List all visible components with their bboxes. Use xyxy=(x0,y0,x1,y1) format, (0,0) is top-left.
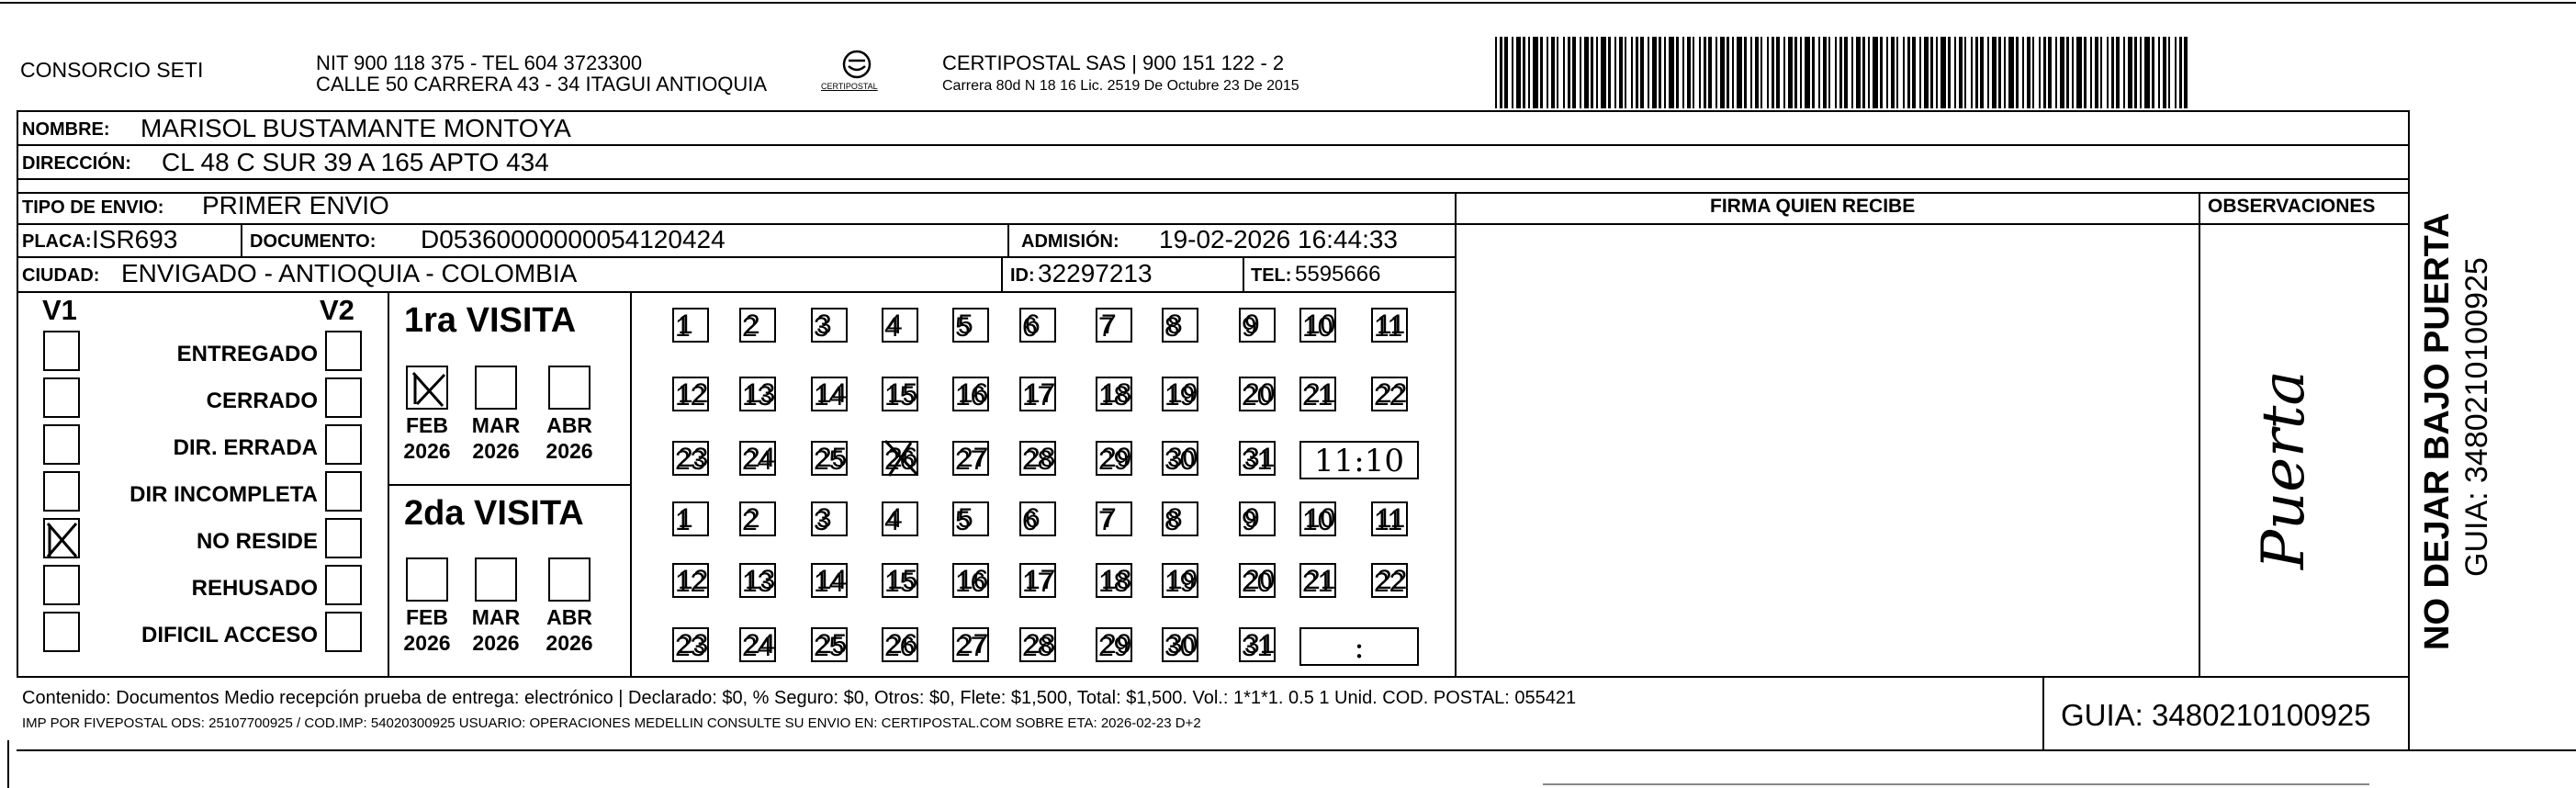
barcode-bar xyxy=(2128,37,2132,108)
barcode-bar xyxy=(1919,37,1921,108)
bottom-left-mark xyxy=(7,740,9,788)
barcode-bar xyxy=(1794,37,1797,108)
day-box[interactable]: 13 xyxy=(739,377,776,411)
barcode-bar xyxy=(2123,37,2125,108)
barcode-bar xyxy=(1930,37,1933,108)
x-mark-icon xyxy=(408,367,450,411)
day-box[interactable]: 29 xyxy=(1096,627,1132,662)
month-checkbox[interactable] xyxy=(406,366,448,410)
barcode-bar xyxy=(1699,37,1701,108)
barcode-bar xyxy=(1903,37,1905,108)
barcode-bar xyxy=(1687,37,1691,108)
v2-checkbox[interactable] xyxy=(325,331,362,371)
barcode-bar xyxy=(1516,37,1521,108)
barcode-bar xyxy=(1669,37,1674,108)
month-name: ABR xyxy=(546,413,592,437)
month-checkbox[interactable] xyxy=(548,366,591,410)
certipostal-logo-text: CERTIPOSTAL xyxy=(821,82,878,91)
month-name: MAR xyxy=(471,413,521,437)
barcode-bar xyxy=(1750,37,1752,108)
v2-checkbox[interactable] xyxy=(325,612,362,652)
month-year: 2026 xyxy=(472,438,520,463)
v1-checkbox[interactable] xyxy=(43,331,80,371)
status-label: REHUSADO xyxy=(191,576,318,601)
barcode-bar xyxy=(1676,37,1679,108)
footer-line-1: Contenido: Documentos Medio recepción prueba de entrega: electrónico | Declarado: $0, % Seguro: $0, Otros: $0, Flete: $1,500, Total: $1,500. Vol.: 1*1*1. 0.5 1 Unid. COD. POSTAL: 055421 xyxy=(22,688,1577,708)
barcode-bar xyxy=(2004,37,2006,108)
barcode-bar xyxy=(1591,37,1593,108)
barcode-bar xyxy=(1856,37,1861,108)
barcode-bar xyxy=(1948,37,1951,108)
barcode-bar xyxy=(2152,37,2154,108)
barcode-bar xyxy=(2022,37,2024,108)
day-box[interactable]: 3 xyxy=(811,501,848,536)
barcode-bar xyxy=(1652,37,1657,108)
barcode-bar xyxy=(1557,37,1558,108)
month-year: 2026 xyxy=(403,630,451,655)
day-box[interactable]: 25 xyxy=(811,441,848,476)
day-box[interactable]: 16 xyxy=(952,563,989,598)
bottom-tear-mark xyxy=(1543,783,2369,785)
barcode-bar xyxy=(2168,37,2170,108)
barcode-bar xyxy=(1924,37,1929,108)
day-box[interactable]: 18 xyxy=(1096,563,1132,598)
barcode-bar xyxy=(1891,37,1895,108)
barcode-bar xyxy=(1971,37,1973,108)
admision-value: 19-02-2026 16:44:33 xyxy=(1159,225,1398,253)
barcode-bar xyxy=(1959,37,1963,108)
barcode-bar xyxy=(2060,37,2064,108)
ciudad-label: CIUDAD: xyxy=(22,265,100,286)
day-box[interactable]: 23 xyxy=(672,627,709,662)
footer-line-2: IMP POR FIVEPOSTAL ODS: 25107700925 / COD.IMP: 54020300925 USUARIO: OPERACIONES MEDELLIN CONSULTE SU ENVIO EN: CERTIPOSTAL.COM SOBRE ETA: 2026-02-23 D+2 xyxy=(22,715,1201,731)
barcode-bar xyxy=(1715,37,1717,108)
day-box[interactable]: 9 xyxy=(1239,308,1276,343)
barcode-bar xyxy=(1608,37,1611,108)
v1-checkbox[interactable] xyxy=(43,424,80,465)
barcode-bar xyxy=(1851,37,1853,108)
day-box[interactable]: 2 xyxy=(739,308,776,343)
barcode-bar xyxy=(1868,37,1870,108)
status-label: DIR INCOMPLETA xyxy=(129,482,318,507)
id-label: ID: xyxy=(1010,265,1035,286)
barcode-bar xyxy=(1547,37,1548,108)
month-checkbox[interactable] xyxy=(548,557,591,602)
day-box[interactable]: 28 xyxy=(1019,441,1056,476)
tipo-envio-label: TIPO DE ENVIO: xyxy=(22,197,164,218)
barcode-bar xyxy=(1896,37,1898,108)
barcode-bar xyxy=(2158,37,2160,108)
barcode-bar xyxy=(1580,37,1581,108)
month-label xyxy=(535,413,603,464)
barcode-bar xyxy=(1767,37,1769,108)
barcode-bar xyxy=(1980,37,1984,108)
barcode-bar xyxy=(1584,37,1589,108)
barcode-bar xyxy=(1975,37,1978,108)
month-checkbox[interactable] xyxy=(475,557,517,602)
barcode-bar xyxy=(2179,37,2182,108)
v1-checkbox[interactable] xyxy=(43,377,80,418)
day-box[interactable]: 2 xyxy=(739,501,776,536)
company-name: CONSORCIO SETI xyxy=(20,58,204,82)
barcode-bar xyxy=(1776,37,1780,108)
day-box[interactable]: 24 xyxy=(739,627,776,662)
barcode-bar xyxy=(1998,37,2001,108)
barcode-bar xyxy=(1596,37,1598,108)
side-guia: GUIA: 3480210100925 xyxy=(2459,257,2494,577)
v2-checkbox[interactable] xyxy=(325,518,362,558)
barcode-bar xyxy=(1640,37,1644,108)
barcode-bar xyxy=(2055,37,2057,108)
day-box[interactable]: 30 xyxy=(1162,627,1198,662)
day-box[interactable]: 10 xyxy=(1299,501,1336,536)
day-box[interactable]: 14 xyxy=(811,563,848,598)
signature-area[interactable] xyxy=(1457,225,2197,674)
barcode-bar xyxy=(1964,37,1966,108)
barcode-bar xyxy=(1880,37,1883,108)
day-box[interactable]: 26 xyxy=(882,441,918,476)
month-name: MAR xyxy=(471,605,521,629)
status-label: ENTREGADO xyxy=(176,342,318,366)
day-box[interactable]: 13 xyxy=(739,563,776,598)
certipostal-logo xyxy=(816,46,898,97)
barcode-graphic xyxy=(1495,37,2193,108)
barcode-bar xyxy=(1862,37,1865,108)
barcode-bar xyxy=(2084,37,2087,108)
day-box[interactable]: 25 xyxy=(811,627,848,662)
v2-label: V2 xyxy=(320,294,354,326)
month-name: FEB xyxy=(406,413,448,437)
v2-checkbox[interactable] xyxy=(325,471,362,512)
barcode-bar xyxy=(1664,37,1666,108)
page-top-border xyxy=(0,2,2576,4)
day-box[interactable]: 6 xyxy=(1019,308,1056,343)
barcode-bar xyxy=(1523,37,1525,108)
barcode-bar xyxy=(1907,37,1910,108)
day-box[interactable]: 1 xyxy=(672,501,709,536)
time-box[interactable]: : xyxy=(1299,627,1419,666)
day-box[interactable]: 20 xyxy=(1239,563,1276,598)
month-year: 2026 xyxy=(546,630,593,655)
barcode-bar xyxy=(2175,37,2177,108)
barcode-bar xyxy=(1744,37,1747,108)
month-label xyxy=(462,413,530,464)
v1-checkbox[interactable] xyxy=(43,518,80,558)
barcode-bar xyxy=(2032,37,2034,108)
footer-guia: GUIA: 3480210100925 xyxy=(2061,698,2371,732)
x-mark-icon xyxy=(880,437,920,478)
day-box[interactable]: 16 xyxy=(952,377,989,411)
placa-label: PLACA: xyxy=(22,231,92,252)
day-box[interactable]: 12 xyxy=(672,563,709,598)
barcode-bar xyxy=(1912,37,1916,108)
barcode-bar xyxy=(1818,37,1820,108)
placa-value: ISR693 xyxy=(92,225,178,253)
v1-label: V1 xyxy=(42,294,77,326)
documento-label: DOCUMENTO: xyxy=(250,231,377,252)
direccion-value: CL 48 C SUR 39 A 165 APTO 434 xyxy=(162,148,549,176)
nombre-label: NOMBRE: xyxy=(22,119,110,140)
month-checkbox[interactable] xyxy=(406,557,448,602)
ciudad-value: ENVIGADO - ANTIOQUIA - COLOMBIA xyxy=(121,259,578,287)
nit-line-1: NIT 900 118 375 - TEL 604 3723300 xyxy=(316,51,643,74)
barcode-bar xyxy=(1659,37,1661,108)
v1-checkbox[interactable] xyxy=(43,471,80,512)
month-name: ABR xyxy=(546,605,592,629)
barcode-bar xyxy=(1528,37,1530,108)
v2-checkbox[interactable] xyxy=(325,377,362,418)
barcode-bar xyxy=(1720,37,1725,108)
barcode-bar xyxy=(1495,37,1497,108)
admision-label: ADMISIÓN: xyxy=(1021,231,1119,252)
nombre-value: MARISOL BUSTAMANTE MONTOYA xyxy=(141,114,571,142)
month-year: 2026 xyxy=(403,438,451,463)
barcode-bar xyxy=(1755,37,1759,108)
barcode-bar xyxy=(1732,37,1734,108)
column-firma-header: FIRMA QUIEN RECIBE xyxy=(1710,196,1916,217)
barcode-bar xyxy=(1936,37,1938,108)
barcode-bar xyxy=(1540,37,1543,108)
barcode-bar xyxy=(1940,37,1946,108)
day-box[interactable]: 7 xyxy=(1096,308,1132,343)
barcode-bar xyxy=(1636,37,1638,108)
barcode-bar xyxy=(1572,37,1576,108)
v1-checkbox[interactable] xyxy=(43,612,80,652)
day-box[interactable]: 9 xyxy=(1239,501,1276,536)
day-box[interactable]: 26 xyxy=(882,627,918,662)
day-box[interactable]: 17 xyxy=(1019,563,1056,598)
day-box[interactable]: 5 xyxy=(952,501,989,536)
barcode-bar xyxy=(1788,37,1793,108)
x-mark-icon xyxy=(45,520,82,560)
day-box[interactable]: 5 xyxy=(952,308,989,343)
day-box[interactable]: 15 xyxy=(882,377,918,411)
barcode-bar xyxy=(2140,37,2142,108)
barcode-bar xyxy=(1760,37,1762,108)
month-label xyxy=(462,605,530,656)
barcode-bar xyxy=(1704,37,1706,108)
barcode-bar xyxy=(2066,37,2069,108)
day-box[interactable]: 14 xyxy=(811,377,848,411)
day-box[interactable]: 28 xyxy=(1019,627,1056,662)
barcode-bar xyxy=(2100,37,2102,108)
barcode-bar xyxy=(2116,37,2120,108)
day-box[interactable]: 27 xyxy=(952,441,989,476)
direccion-label: DIRECCIÓN: xyxy=(22,153,131,174)
column-observaciones-header: OBSERVACIONES xyxy=(2208,196,2376,217)
barcode xyxy=(1495,37,2193,108)
day-box[interactable]: 29 xyxy=(1096,441,1132,476)
v1-checkbox[interactable] xyxy=(43,565,80,605)
barcode-bar xyxy=(1805,37,1810,108)
day-box[interactable]: 12 xyxy=(672,377,709,411)
barcode-bar xyxy=(1737,37,1742,108)
side-warning: NO DEJAR BAJO PUERTA xyxy=(2418,212,2457,650)
day-box[interactable]: 18 xyxy=(1096,377,1132,411)
first-visit-title: 1ra VISITA xyxy=(404,301,577,340)
day-box[interactable]: 19 xyxy=(1162,563,1198,598)
day-box[interactable]: 23 xyxy=(672,441,709,476)
barcode-bar xyxy=(1563,37,1565,108)
barcode-bar xyxy=(1614,37,1616,108)
certipostal-line-2: Carrera 80d N 18 16 Lic. 2519 De Octubre 23 De 2015 xyxy=(942,78,1299,94)
tel-label: TEL: xyxy=(1251,265,1292,286)
barcode-bar xyxy=(1812,37,1815,108)
month-checkbox[interactable] xyxy=(475,366,517,410)
barcode-bar xyxy=(1844,37,1848,108)
barcode-bar xyxy=(1500,37,1502,108)
day-box[interactable]: 20 xyxy=(1239,377,1276,411)
barcode-bar xyxy=(1568,37,1570,108)
day-box[interactable]: 21 xyxy=(1299,377,1336,411)
handwritten-observation: Puerta xyxy=(2250,370,2318,569)
status-label: CERRADO xyxy=(206,388,318,413)
documento-value: D05360000000054120424 xyxy=(421,225,726,253)
barcode-bar xyxy=(1708,37,1712,108)
barcode-bar xyxy=(1873,37,1878,108)
barcode-bar xyxy=(1839,37,1842,108)
tel-value: 5595666 xyxy=(1295,262,1381,287)
day-box[interactable]: 22 xyxy=(1371,563,1408,598)
barcode-bar xyxy=(1772,37,1774,108)
status-label: DIR. ERRADA xyxy=(173,435,318,460)
second-visit-title: 2da VISITA xyxy=(404,494,584,533)
certipostal-line-1: CERTIPOSTAL SAS | 900 151 122 - 2 xyxy=(942,51,1285,74)
day-box[interactable]: 21 xyxy=(1299,563,1336,598)
day-box[interactable]: 31 xyxy=(1239,627,1276,662)
day-box[interactable]: 8 xyxy=(1162,501,1198,536)
day-box[interactable]: 15 xyxy=(882,563,918,598)
time-box[interactable]: 11:10 xyxy=(1299,441,1419,479)
barcode-bar xyxy=(2043,37,2046,108)
barcode-bar xyxy=(2090,37,2092,108)
barcode-bar xyxy=(2184,37,2188,108)
bottom-right-border xyxy=(2408,749,2576,751)
barcode-bar xyxy=(1800,37,1802,108)
barcode-bar xyxy=(1551,37,1555,108)
barcode-bar xyxy=(1693,37,1694,108)
month-name: FEB xyxy=(406,605,448,629)
month-label xyxy=(393,605,461,656)
month-label xyxy=(393,413,461,464)
nit-line-2: CALLE 50 CARRERA 43 - 34 ITAGUI ANTIOQUIA xyxy=(316,73,768,96)
month-year: 2026 xyxy=(546,438,593,463)
day-box[interactable]: 30 xyxy=(1162,441,1198,476)
day-box[interactable]: 6 xyxy=(1019,501,1056,536)
barcode-bar xyxy=(2072,37,2074,108)
barcode-bar xyxy=(1987,37,1989,108)
day-box[interactable]: 8 xyxy=(1162,308,1198,343)
barcode-bar xyxy=(1619,37,1623,108)
day-box[interactable]: 11 xyxy=(1371,308,1408,343)
day-box[interactable]: 24 xyxy=(739,441,776,476)
id-value: 32297213 xyxy=(1038,259,1153,287)
barcode-bar xyxy=(1828,37,1830,108)
day-box[interactable]: 11 xyxy=(1371,501,1408,536)
day-box[interactable]: 10 xyxy=(1299,308,1336,343)
barcode-bar xyxy=(1682,37,1684,108)
status-label: DIFICIL ACCESO xyxy=(141,623,318,647)
barcode-bar xyxy=(2134,37,2137,108)
barcode-bar xyxy=(1533,37,1538,108)
barcode-bar xyxy=(2027,37,2030,108)
tipo-envio-value: PRIMER ENVIO xyxy=(202,191,389,220)
month-label xyxy=(535,605,603,656)
day-box[interactable]: 7 xyxy=(1096,501,1132,536)
v2-checkbox[interactable] xyxy=(325,424,362,465)
day-box[interactable]: 22 xyxy=(1371,377,1408,411)
barcode-bar xyxy=(2163,37,2166,108)
barcode-bar xyxy=(1886,37,1888,108)
day-box[interactable]: 19 xyxy=(1162,377,1198,411)
barcode-bar xyxy=(2039,37,2041,108)
barcode-bar xyxy=(1504,37,1508,108)
barcode-bar xyxy=(2048,37,2052,108)
barcode-bar xyxy=(1512,37,1513,108)
barcode-bar xyxy=(1835,37,1837,108)
status-label: NO RESIDE xyxy=(196,529,318,554)
barcode-bar xyxy=(1823,37,1827,108)
day-box[interactable]: 4 xyxy=(882,501,918,536)
barcode-bar xyxy=(2076,37,2082,108)
barcode-bar xyxy=(1631,37,1633,108)
day-box[interactable]: 4 xyxy=(882,308,918,343)
barcode-bar xyxy=(2144,37,2150,108)
barcode-bar xyxy=(1601,37,1606,108)
day-box[interactable]: 3 xyxy=(811,308,848,343)
barcode-bar xyxy=(2107,37,2109,108)
barcode-bar xyxy=(2095,37,2098,108)
day-box[interactable]: 1 xyxy=(672,308,709,343)
day-box[interactable]: 31 xyxy=(1239,441,1276,476)
barcode-bar xyxy=(2016,37,2019,108)
month-year: 2026 xyxy=(472,630,520,655)
day-box[interactable]: 27 xyxy=(952,627,989,662)
v2-checkbox[interactable] xyxy=(325,565,362,605)
barcode-bar xyxy=(2008,37,2014,108)
barcode-bar xyxy=(1625,37,1626,108)
barcode-bar xyxy=(2111,37,2114,108)
barcode-bar xyxy=(1954,37,1956,108)
day-box[interactable]: 17 xyxy=(1019,377,1056,411)
barcode-bar xyxy=(1727,37,1729,108)
barcode-bar xyxy=(1992,37,1997,108)
barcode-bar xyxy=(1783,37,1785,108)
barcode-bar xyxy=(1648,37,1649,108)
